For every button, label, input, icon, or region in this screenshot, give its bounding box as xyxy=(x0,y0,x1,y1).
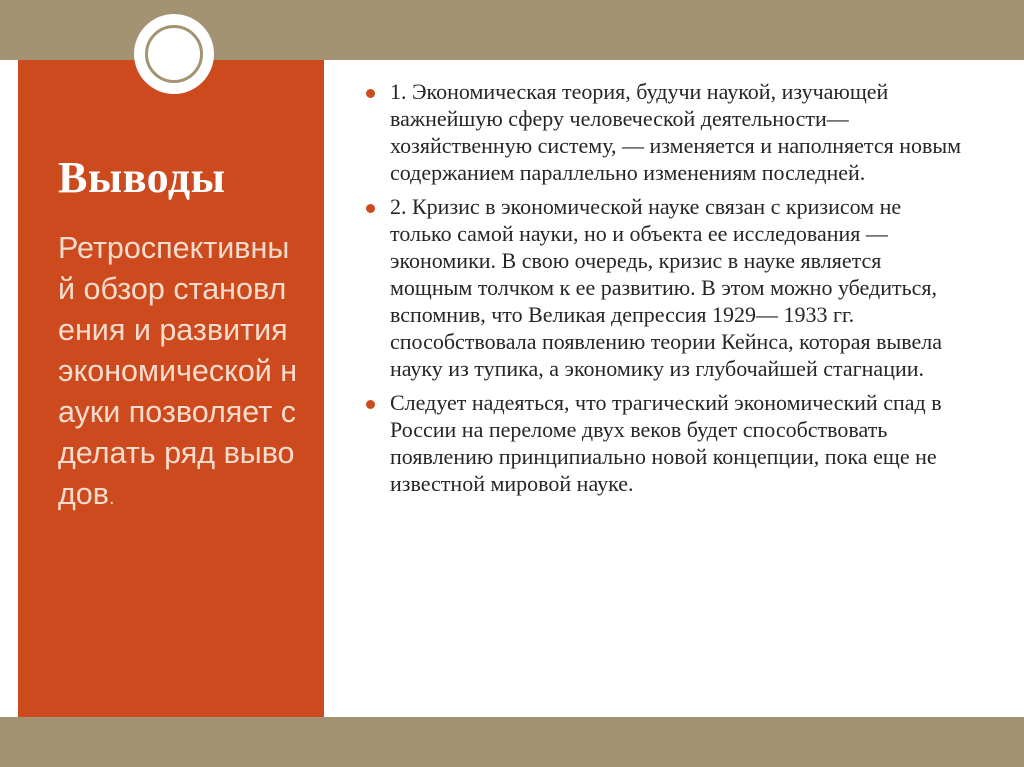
circle-ornament-icon xyxy=(134,14,214,94)
list-item xyxy=(366,78,966,186)
circle-ring xyxy=(145,25,203,83)
bullet-text: Следует надеяться, что трагический экономический спад в России на переломе двух веков будет способствовать появлению принципиально новой концепции, пока еще не известной мировой науке. xyxy=(390,390,942,496)
list-item xyxy=(366,193,966,382)
subtitle-period: . xyxy=(108,487,115,509)
bullet-text: 2. Кризис в экономической науке связан с кризисом не только самой науки, но и объекта ее исследования — экономики. В свою очередь, кризис в науке является мощным толчком к ее развитию. В этом можно убедиться, вспомнив, что Великая депрессия 1929— 1933 гг. способствовала появлению теории Кейнса, которая вывела науку из тупика, а экономику из глубочайшей стагнации. xyxy=(390,194,943,381)
right-frame-border xyxy=(1006,60,1024,717)
slide-subtitle xyxy=(58,228,303,519)
bullet-dot-icon xyxy=(366,400,375,409)
bullet-text: 1. Экономическая теория, будучи наукой, изучающей важнейшую сферу человеческой деятельности— хозяйственную систему, — изменяется и наполняется новым содержанием параллельно изменениям последней. xyxy=(390,79,962,185)
conclusions-list xyxy=(366,78,966,504)
list-item xyxy=(366,389,966,497)
bottom-decorative-bar xyxy=(0,717,1024,767)
slide-title: Выводы xyxy=(58,153,226,202)
left-frame-border xyxy=(0,60,18,717)
bullet-dot-icon xyxy=(366,89,375,98)
subtitle-text: Ретроспективный обзор становления и развития экономической науки позволяет сделать ряд выводов xyxy=(58,231,298,511)
bullet-dot-icon xyxy=(366,204,375,213)
